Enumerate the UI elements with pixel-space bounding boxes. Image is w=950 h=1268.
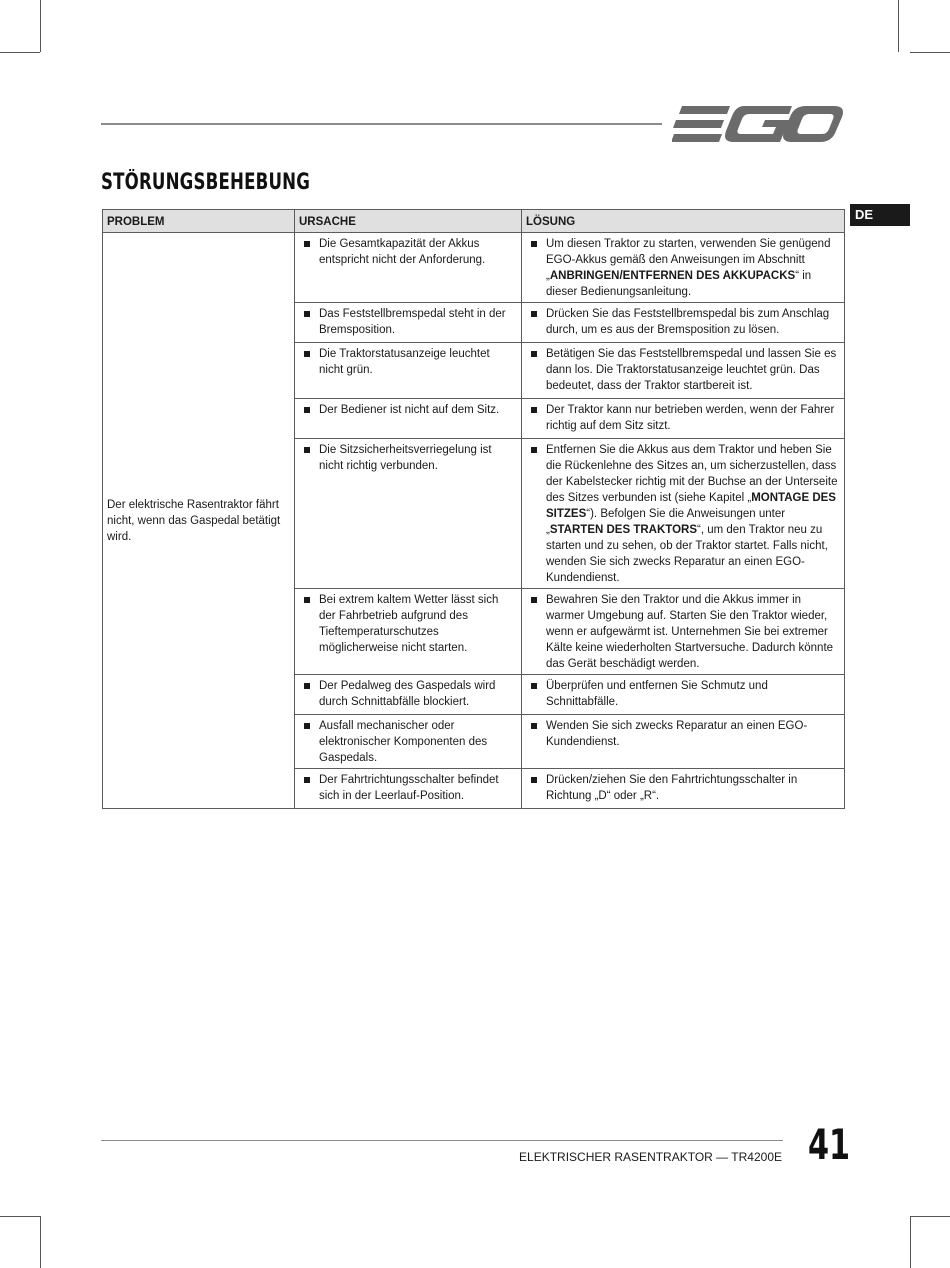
cause-text: Ausfall mechanischer oder elektronischer Komponenten des Gaspedals. — [299, 718, 517, 766]
footer-rule — [101, 1140, 783, 1141]
column-header-problem: PROBLEM — [103, 210, 295, 233]
solution-cell — [522, 233, 845, 303]
solution-text-segment: Bewahren Sie den Traktor und die Akkus immer in warmer Umgebung auf. Starten Sie den Traktor wieder, wenn er aufgewärmt ist. Unternehmen Sie bei extremer Kälte keine wiederholten Startversuche. Dadurch könnte das Gerät beschädigt werden. — [546, 594, 834, 670]
ego-logo — [672, 104, 844, 144]
solution-text — [526, 402, 840, 434]
crop-mark — [40, 0, 41, 52]
cause-text: Die Sitzsicherheitsverriegelung ist nicht richtig verbunden. — [299, 442, 517, 474]
page-title: STÖRUNGSBEHEBUNG — [101, 170, 311, 195]
cause-cell — [295, 675, 522, 715]
solution-cell — [522, 589, 845, 675]
cause-text: Der Bediener ist nicht auf dem Sitz. — [299, 402, 517, 418]
solution-reference: STARTEN DES TRAKTORS — [549, 524, 698, 536]
solution-text-segment: “). Befolgen Sie die Anweisungen unter „ — [546, 508, 786, 536]
column-header-cause: URSACHE — [295, 210, 522, 233]
cause-cell — [295, 589, 522, 675]
crop-mark — [910, 1216, 911, 1268]
solution-text-segment: Wenden Sie sich zwecks Reparatur an einen EGO-Kundendienst. — [546, 720, 808, 748]
cause-cell — [295, 715, 522, 769]
cause-text: Das Feststellbremspedal steht in der Bremsposition. — [299, 306, 517, 338]
solution-text-segment: Drücken/ziehen Sie den Fahrtrichtungsschalter in Richtung „D“ oder „R“. — [546, 774, 798, 802]
solution-text-segment: Überprüfen und entfernen Sie Schmutz und Schnittabfälle. — [546, 680, 768, 708]
cause-cell — [295, 233, 522, 303]
crop-mark — [898, 0, 899, 52]
footer-text: ELEKTRISCHER RASENTRAKTOR — TR4200E — [519, 1150, 782, 1164]
solution-text-segment: Betätigen Sie das Feststellbremspedal und lassen Sie es dann los. Die Traktorstatusanzeige leuchtet grün. Das bedeutet, dass der Traktor startbereit ist. — [546, 348, 837, 392]
solution-text — [526, 346, 840, 394]
cause-cell — [295, 343, 522, 399]
header-rule — [101, 123, 662, 125]
table-row — [103, 233, 845, 303]
solution-text-segment: Der Traktor kann nur betrieben werden, wenn der Fahrer richtig auf dem Sitz sitzt. — [546, 404, 835, 432]
solution-cell — [522, 715, 845, 769]
language-tab: DE — [850, 204, 910, 226]
solution-cell — [522, 399, 845, 439]
cause-text: Bei extrem kaltem Wetter lässt sich der Fahrbetrieb aufgrund des Tieftemperaturschutzes möglicherweise nicht starten. — [299, 592, 517, 656]
solution-cell — [522, 675, 845, 715]
solution-text — [526, 442, 840, 586]
crop-mark — [0, 1216, 40, 1217]
solution-text — [526, 718, 840, 750]
page-number: 41 — [808, 1120, 851, 1169]
cause-cell — [295, 303, 522, 343]
cause-cell — [295, 439, 522, 589]
solution-cell — [522, 439, 845, 589]
cause-text: Die Traktorstatusanzeige leuchtet nicht grün. — [299, 346, 517, 378]
solution-reference: MONTAGE DES SITZES — [546, 492, 836, 520]
solution-cell — [522, 343, 845, 399]
table-header-row — [103, 210, 845, 233]
solution-text-segment: Drücken Sie das Feststellbremspedal bis zum Anschlag durch, um es aus der Bremsposition zu lösen. — [546, 308, 830, 336]
solution-text-segment: “, um den Traktor neu zu starten und zu sehen, ob der Traktor startet. Falls nicht, wenden Sie sich zwecks Reparatur an einen EGO-Kundendienst. — [546, 524, 828, 584]
crop-mark — [910, 52, 950, 53]
solution-cell — [522, 769, 845, 809]
cause-text: Die Gesamtkapazität der Akkus entspricht nicht der Anforderung. — [299, 236, 517, 268]
solution-reference: ANBRINGEN/ENTFERNEN DES AKKUPACKS — [549, 270, 796, 282]
solution-text — [526, 236, 840, 300]
cause-cell — [295, 769, 522, 809]
crop-mark — [0, 52, 40, 53]
troubleshooting-table — [102, 209, 845, 809]
solution-text — [526, 678, 840, 710]
column-header-solution: LÖSUNG — [522, 210, 845, 233]
solution-text-segment: “ in dieser Bedienungsanleitung. — [546, 270, 812, 298]
cause-text: Der Fahrtrichtungsschalter befindet sich in der Leerlauf-Position. — [299, 772, 517, 804]
cause-cell — [295, 399, 522, 439]
solution-text-segment: Entfernen Sie die Akkus aus dem Traktor und heben Sie die Rückenlehne des Sitzes an, um sicherzustellen, dass der Kabelstecker richtig mit der Buchse an der Unterseite des Sitzes verbunden ist (siehe Kapitel „ — [546, 444, 838, 504]
solution-cell — [522, 303, 845, 343]
solution-text — [526, 592, 840, 672]
cause-text: Der Pedalweg des Gaspedals wird durch Schnittabfälle blockiert. — [299, 678, 517, 710]
solution-text-segment: Um diesen Traktor zu starten, verwenden Sie genügend EGO-Akkus gemäß den Anweisungen im Abschnitt „ — [546, 238, 831, 282]
solution-text — [526, 772, 840, 804]
problem-cell: Der elektrische Rasentraktor fährt nicht, wenn das Gaspedal betätigt wird. — [103, 233, 295, 809]
crop-mark — [910, 1216, 950, 1217]
crop-mark — [40, 1216, 41, 1268]
solution-text — [526, 306, 840, 338]
